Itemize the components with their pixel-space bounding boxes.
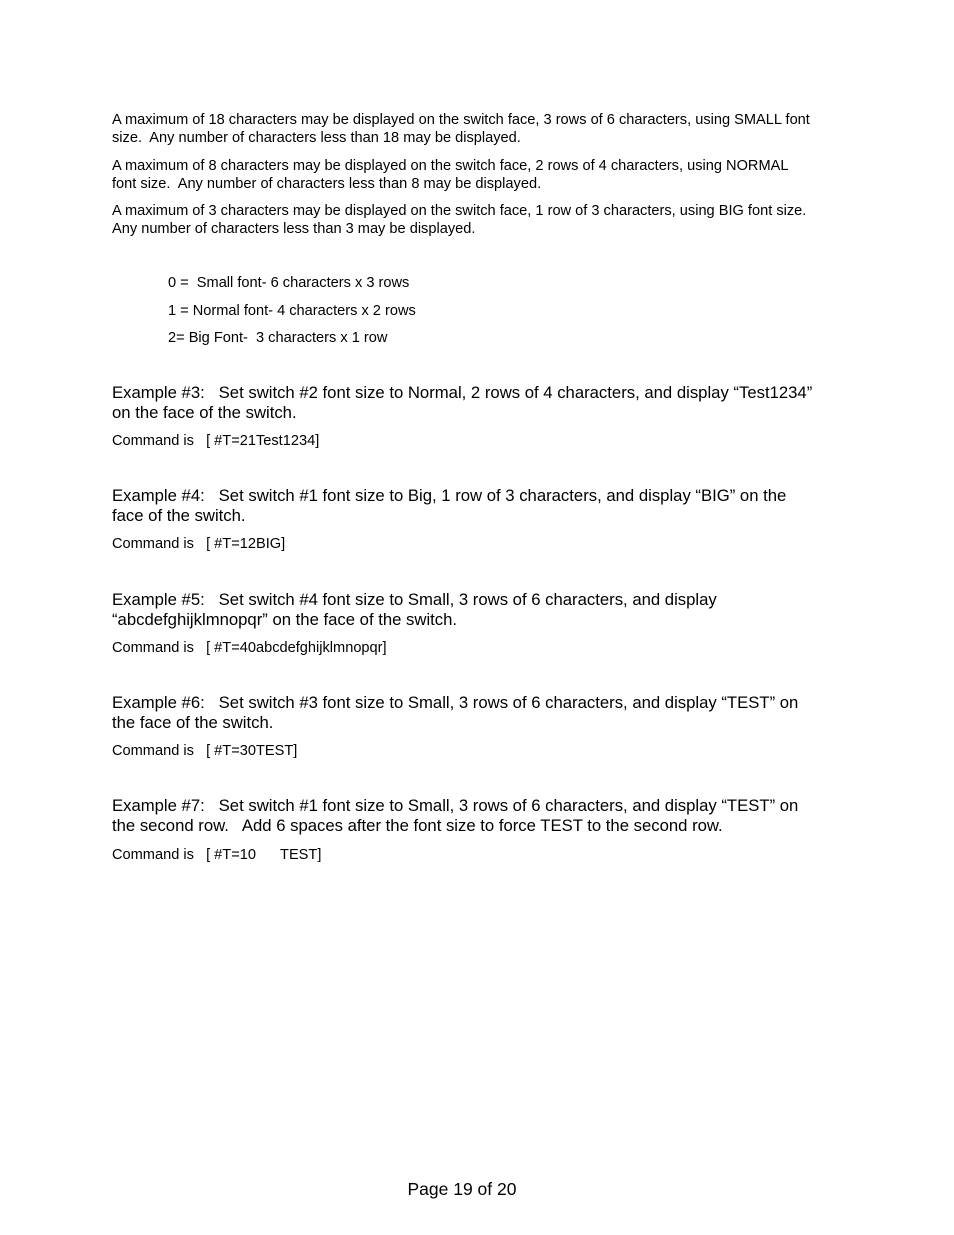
page-number: Page 19 of 20 — [407, 1179, 517, 1199]
intro-paragraph-big-font: A maximum of 3 characters may be displayed on the switch face, 1 row of 3 characters, using BIG font size. Any number of characters less than 3 may be displayed. — [112, 203, 822, 237]
example-5-description: Example #5: Set switch #4 font size to Small, 3 rows of 6 characters, and display “abcdefghijklmnopqr” on the face of the switch. — [112, 590, 722, 629]
example-3-description: Example #3: Set switch #2 font size to Normal, 2 rows of 4 characters, and display “Test1234” on the face of the switch. — [112, 383, 817, 422]
intro-paragraph-small-font: A maximum of 18 characters may be displayed on the switch face, 3 rows of 6 characters, using SMALL font size. Any number of characters less than 18 may be displayed. — [112, 112, 814, 146]
example-4-description: Example #4: Set switch #1 font size to Big, 1 row of 3 characters, and display “BIG” on the face of the switch. — [112, 486, 791, 525]
example-6-description: Example #6: Set switch #3 font size to Small, 3 rows of 6 characters, and display “TEST” on the face of the switch. — [112, 693, 803, 732]
example-4-command: Command is [ #T=12BIG] — [112, 536, 286, 552]
example-7-description: Example #7: Set switch #1 font size to Small, 3 rows of 6 characters, and display “TEST” on the second row. Add 6 spaces after the font size to force TEST to the second row. — [112, 796, 803, 835]
font-code-big: 2= Big Font- 3 characters x 1 row — [168, 330, 388, 346]
font-code-small: 0 = Small font- 6 characters x 3 rows — [168, 275, 410, 291]
example-6-command: Command is [ #T=30TEST] — [112, 743, 298, 759]
example-7-command: Command is [ #T=10 TEST] — [112, 847, 322, 863]
font-code-normal: 1 = Normal font- 4 characters x 2 rows — [168, 303, 416, 319]
intro-paragraph-normal-font: A maximum of 8 characters may be displayed on the switch face, 2 rows of 4 characters, using NORMAL font size. Any number of characters less than 8 may be displayed. — [112, 158, 792, 192]
example-5-command: Command is [ #T=40abcdefghijklmnopqr] — [112, 640, 387, 656]
example-3-command: Command is [ #T=21Test1234] — [112, 433, 320, 449]
